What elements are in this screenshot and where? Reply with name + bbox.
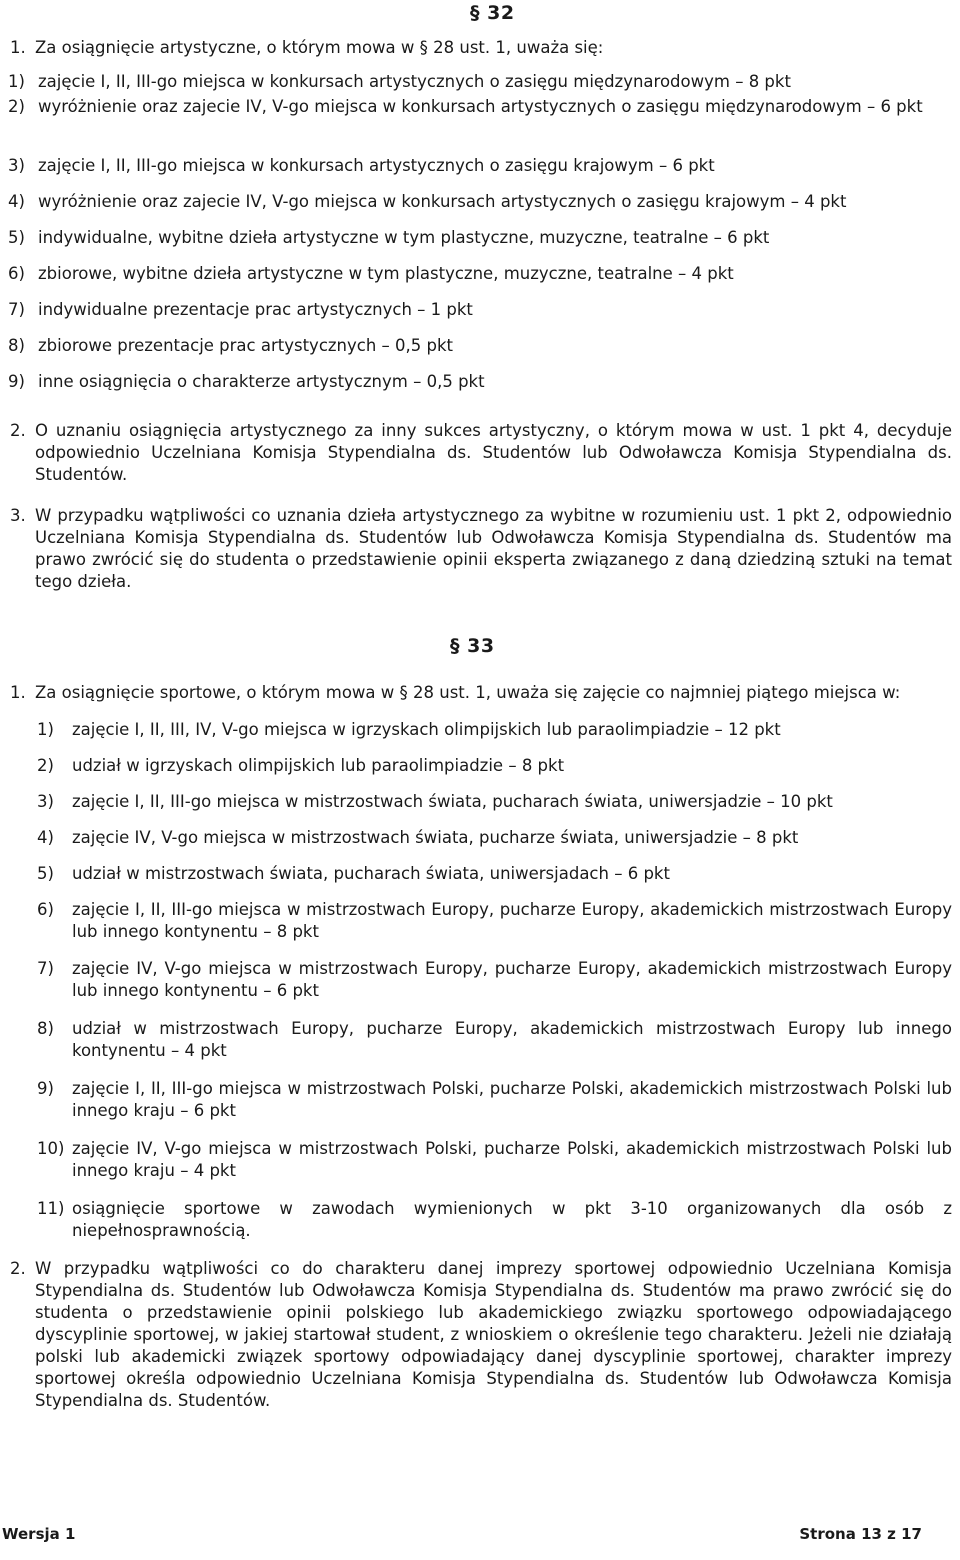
section-33-title: § 33: [450, 635, 495, 657]
section-32-paragraph-3: 3. W przypadku wątpliwości co uznania dzieła artystycznego za wybitne w rozumieniu ust. 1 pkt 2, odpowiednio Uczelniana Komisja Stypendialna ds. Studentów lub Odwoławcza Komisja Stypendialna ds. Studentów ma prawo zwrócić się do studenta o przedstawienie opinii eksperta związanego z daną dziedziną sztuki na temat tego dzieła.: [10, 506, 952, 591]
section-33-item-10: 10) zajęcie IV, V-go miejsca w mistrzostwach Polski, pucharze Polski, akademickich mistrzostwach Polski lub innego kraju – 4 pkt: [37, 1139, 952, 1180]
section-33-item-11: 11) osiągnięcie sportowe w zawodach wymienionych w pkt 3-10 organizowanych dla osób z niepełnosprawnością.: [37, 1199, 952, 1240]
section-33-item-8: 8) udział w mistrzostwach Europy, pucharze Europy, akademickich mistrzostwach Europy lub innego kontynentu – 4 pkt: [37, 1019, 952, 1060]
section-32-item-4: 4) wyróżnienie oraz zajecie IV, V-go miejsca w konkursach artystycznych o zasięgu krajowym – 4 pkt: [8, 192, 847, 211]
section-33-item-5: 5) udział w mistrzostwach świata, pucharach świata, uniwersjadach – 6 pkt: [37, 864, 670, 883]
section-33-item-4: 4) zajęcie IV, V-go miejsca w mistrzostwach świata, pucharze świata, uniwersjadzie – 8 pkt: [37, 828, 799, 847]
section-32-paragraph-2: 2. O uznaniu osiągnięcia artystycznego za inny sukces artystyczny, o którym mowa w ust. 1 pkt 4, decyduje odpowiednio Uczelniana Komisja Stypendialna ds. Studentów lub Odwoławcza Komisja Stypendialna ds. Studentów.: [10, 421, 952, 484]
section-33-item-6: 6) zajęcie I, II, III-go miejsca w mistrzostwach Europy, pucharze Europy, akademickich mistrzostwach Europy lub innego kontynentu – 8 pkt: [37, 900, 952, 941]
section-32-item-2: 2) wyróżnienie oraz zajecie IV, V-go miejsca w konkursach artystycznych o zasięgu międzynarodowym – 6 pkt: [8, 97, 923, 116]
section-32-paragraph-1: 1. Za osiągnięcie artystyczne, o którym mowa w § 28 ust. 1, uważa się:: [10, 38, 604, 57]
section-33-item-9: 9) zajęcie I, II, III-go miejsca w mistrzostwach Polski, pucharze Polski, akademickich mistrzostwach Polski lub innego kraju – 6 pkt: [37, 1079, 952, 1120]
section-33-item-7: 7) zajęcie IV, V-go miejsca w mistrzostwach Europy, pucharze Europy, akademickich mistrzostwach Europy lub innego kontynentu – 6 pkt: [37, 959, 952, 1000]
section-33-item-3: 3) zajęcie I, II, III-go miejsca w mistrzostwach świata, pucharach świata, uniwersjadzie – 10 pkt: [37, 792, 833, 811]
section-32-item-5: 5) indywidualne, wybitne dzieła artystyczne w tym plastyczne, muzyczne, teatralne – 6 pkt: [8, 228, 770, 247]
section-33-item-2: 2) udział w igrzyskach olimpijskich lub paraolimpiadzie – 8 pkt: [37, 756, 565, 775]
section-32-item-9: 9) inne osiągnięcia o charakterze artystycznym – 0,5 pkt: [8, 372, 485, 391]
section-32-item-3: 3) zajęcie I, II, III-go miejsca w konkursach artystycznych o zasięgu krajowym – 6 pkt: [8, 156, 715, 175]
section-32-item-7: 7) indywidualne prezentacje prac artystycznych – 1 pkt: [8, 300, 473, 319]
section-33-item-1: 1) zajęcie I, II, III, IV, V-go miejsca w igrzyskach olimpijskich lub paraolimpiadzie – 12 pkt: [37, 720, 781, 739]
section-33-paragraph-2: 2. W przypadku wątpliwości co do charakteru danej imprezy sportowej odpowiednio Uczelniana Komisja Stypendialna ds. Studentów lub Odwoławcza Komisja Stypendialna ds. Studentów ma prawo zwrócić się do studenta o przedstawienie opinii polskiego lub akademickiego związku sportowego odpowiadającego dyscyplinie sportowej, w jakiej startował student, z wnioskiem o określenie tego charakteru. Jeżeli nie działają polski lub akademicki związek sportowy odpowiadający danej dyscyplinie sportowej, charakter imprezy sportowej określa odpowiednio Uczelniana Komisja Stypendialna ds. Studentów lub Odwoławcza Komisja Stypendialna ds. Studentów.: [10, 1259, 952, 1410]
footer-version: Wersja 1: [2, 1525, 76, 1543]
section-32-item-1: 1) zajęcie I, II, III-go miejsca w konkursach artystycznych o zasięgu międzynarodowym – 8 pkt: [8, 72, 791, 91]
section-32-title: § 32: [470, 2, 515, 24]
section-32-item-6: 6) zbiorowe, wybitne dzieła artystyczne w tym plastyczne, muzyczne, teatralne – 4 pkt: [8, 264, 734, 283]
section-32-item-8: 8) zbiorowe prezentacje prac artystycznych – 0,5 pkt: [8, 336, 454, 355]
section-33-paragraph-1: 1. Za osiągnięcie sportowe, o którym mowa w § 28 ust. 1, uważa się zajęcie co najmniej piątego miejsca w:: [10, 683, 901, 702]
footer-page-number: Strona 13 z 17: [799, 1525, 922, 1543]
